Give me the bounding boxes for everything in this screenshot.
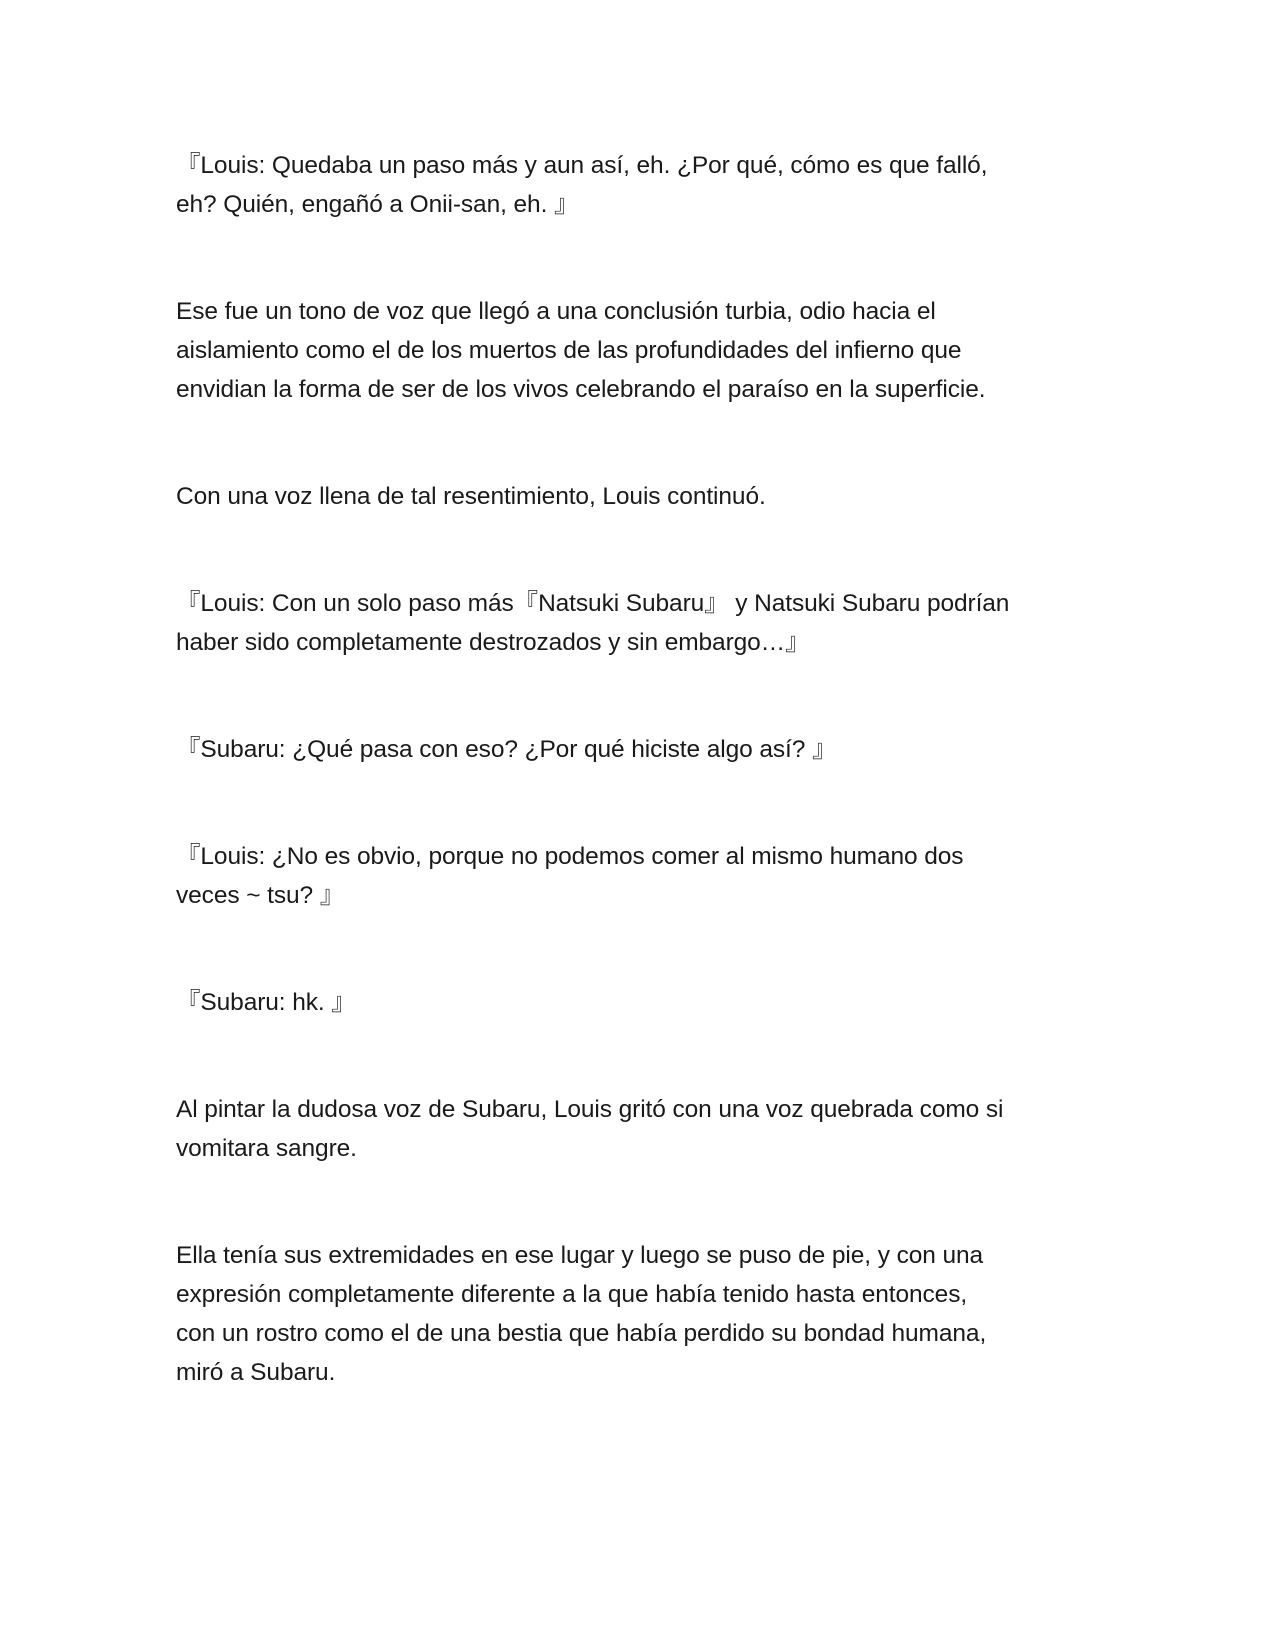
dialogue-paragraph: 『Subaru: ¿Qué pasa con eso? ¿Por qué hiciste algo así? 』 [176,736,837,763]
narration-paragraph: Ella tenía sus extremidades en ese lugar y luego se puso de pie, y con una expresión completamente diferente a la que había tenido hasta entonces, con un rostro como el de una bestia que había perdido su bondad humana, miró a Subaru. [176,1242,987,1386]
narration-paragraph: Con una voz llena de tal resentimiento, Louis continuó. [176,483,766,510]
dialogue-paragraph: 『Louis: ¿No es obvio, porque no podemos comer al mismo humano dos veces ~ tsu? 』 [176,843,964,909]
dialogue-paragraph: 『Louis: Con un solo paso más『Natsuki Subaru』 y Natsuki Subaru podrían haber sido completamente destrozados y sin embargo…』 [176,590,1010,656]
narration-paragraph: Al pintar la dudosa voz de Subaru, Louis gritó con una voz quebrada como si vomitara sangre. [176,1096,1004,1162]
document-body [176,146,1096,1460]
dialogue-paragraph: 『Subaru: hk. 』 [176,989,356,1016]
dialogue-paragraph: 『Louis: Quedaba un paso más y aun así, eh. ¿Por qué, cómo es que falló, eh? Quién, engañó a Onii-san, eh. 』 [176,152,988,218]
narration-paragraph: Ese fue un tono de voz que llegó a una conclusión turbia, odio hacia el aislamiento como el de los muertos de las profundidades del infierno que envidian la forma de ser de los vivos celebrando el paraíso en la superficie. [176,298,986,403]
